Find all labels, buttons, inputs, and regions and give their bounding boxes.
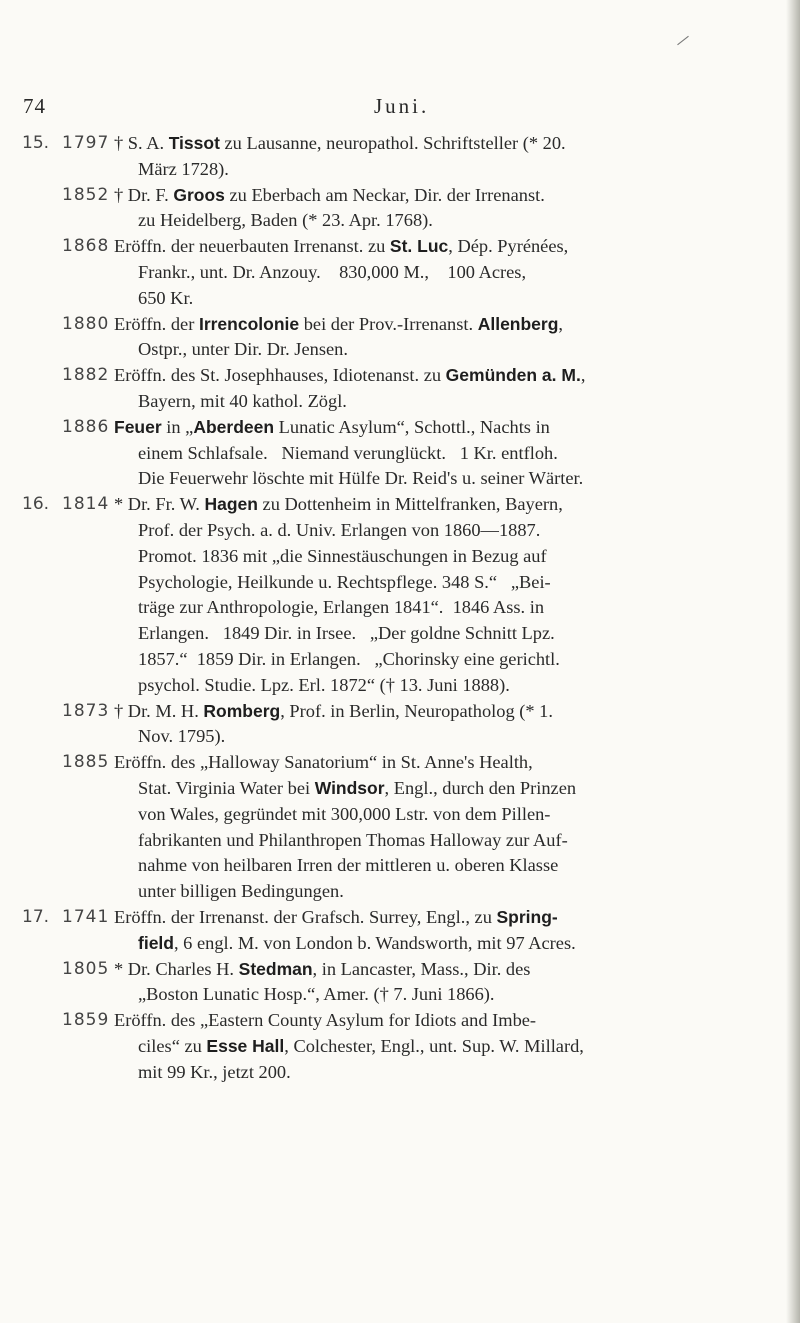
entry-day: 16. xyxy=(22,494,50,515)
entry-name-bold: Feuer xyxy=(114,416,162,437)
entry-continuation: zu Heidelberg, Baden (* 23. Apr. 1768). xyxy=(138,210,433,231)
entry-continuation: Nov. 1795). xyxy=(138,726,226,747)
entry-year: 1805 xyxy=(62,958,110,979)
entry-year: 1797 xyxy=(62,133,110,153)
entry-text-part: , Prof. in Berlin, Neuropatholog (* 1. xyxy=(280,700,553,721)
page-number: 74 xyxy=(23,94,46,118)
entry-year: 1814 xyxy=(62,494,110,515)
entry-text-part: * Dr. Charles H. xyxy=(114,958,239,979)
entry-name-bold: Tissot xyxy=(168,133,220,153)
entry-text-part: , Engl., durch den Prinzen xyxy=(384,777,577,798)
entry-name-bold: Hagen xyxy=(204,494,258,515)
entry-continuation: 650 Kr. xyxy=(138,287,194,308)
entry xyxy=(0,415,800,492)
entry-year: 1886 xyxy=(62,416,110,437)
entry-text xyxy=(114,492,770,698)
entry-continuation: mit 99 Kr., jetzt 200. xyxy=(138,1061,291,1082)
entry-name-bold: Aberdeen xyxy=(193,416,275,437)
entry-day: 15. xyxy=(22,133,50,153)
entry-continuation: Bayern, mit 40 kathol. Zögl. xyxy=(138,390,347,411)
entry-text-part: Eröffn. der neuerbauten Irrenanst. zu xyxy=(114,236,390,257)
entry-text-part: Stat. Virginia Water bei xyxy=(138,777,315,798)
entry-continuation: einem Schlafsale. Niemand verunglückt. 1 Kr. entfloh. xyxy=(138,442,558,463)
entry-name-bold: St. Luc xyxy=(389,236,449,257)
entry-name-bold: Allenberg xyxy=(477,313,559,334)
entry-text xyxy=(114,312,770,364)
entry-text xyxy=(114,183,770,235)
running-title: Juni. xyxy=(374,94,430,118)
entry-continuation: nahme von heilbaren Irren der mittleren u. oberen Klasse xyxy=(138,855,559,876)
entry xyxy=(0,312,800,364)
pencil-mark xyxy=(677,36,689,45)
entry-continuation: träge zur Anthropologie, Erlangen 1841“. 1846 Ass. in xyxy=(138,597,545,618)
entry-text-part: , 6 engl. M. von London b. Wandsworth, mit 97 Acres. xyxy=(173,932,576,953)
entry xyxy=(0,1008,800,1085)
entry-text-part: † Dr. M. H. xyxy=(114,700,204,721)
entry-text-part: , xyxy=(558,313,564,334)
entry-text xyxy=(114,131,770,183)
entry-text xyxy=(114,234,770,311)
entry-continuation xyxy=(114,931,770,957)
entry-continuation: Erlangen. 1849 Dir. in Irsee. „Der goldne Schnitt Lpz. xyxy=(138,623,555,644)
entry-year: 1873 xyxy=(62,700,110,721)
entry-continuation: Frankr., unt. Dr. Anzouy. 830,000 M., 100 Acres, xyxy=(138,261,527,282)
entry-name-bold: Spring- xyxy=(496,906,558,927)
entry-text-part: , Dép. Pyrénées, xyxy=(448,236,569,257)
entry-name-bold: Groos xyxy=(173,184,225,205)
entry-text-part: , in Lancaster, Mass., Dir. des xyxy=(312,958,531,979)
entry-text-part: Eröffn. der xyxy=(114,313,199,334)
entry xyxy=(0,905,800,957)
entry-continuation: psychol. Studie. Lpz. Erl. 1872“ († 13. Juni 1888). xyxy=(138,674,510,695)
entry-text-part: † S. A. xyxy=(114,133,169,153)
entry-text xyxy=(114,750,770,905)
entry-year: 1868 xyxy=(62,236,110,257)
entry-text-part: Eröffn. des „Halloway Sanatorium“ in St. Anne's Health, xyxy=(114,752,533,773)
entry xyxy=(0,183,800,235)
entry-text-part: zu Lausanne, neuropathol. Schriftsteller (* 20. xyxy=(219,133,566,153)
entry-year: 1880 xyxy=(62,313,110,334)
entry-text xyxy=(114,363,770,415)
entry-continuation xyxy=(114,776,770,802)
entry-text-part: † Dr. F. xyxy=(114,184,174,205)
entry-continuation: Prof. der Psych. a. d. Univ. Erlangen von 1860—1887. xyxy=(138,519,541,540)
entry-text xyxy=(114,699,770,751)
entry-continuation: „Boston Lunatic Hosp.“, Amer. († 7. Juni 1866). xyxy=(138,984,495,1005)
entry xyxy=(0,363,800,415)
entry-continuation: fabrikanten und Philanthropen Thomas Halloway zur Auf- xyxy=(138,829,568,850)
entry-continuation: 1857.“ 1859 Dir. in Erlangen. „Chorinsky eine gerichtl. xyxy=(138,648,560,669)
entry-year: 1859 xyxy=(62,1010,110,1031)
entry-name-bold: field xyxy=(138,932,174,953)
entry-text-part: * Dr. Fr. W. xyxy=(114,494,205,515)
entry-name-bold: Romberg xyxy=(203,700,281,721)
entry-continuation: Promot. 1836 mit „die Sinnestäuschungen in Bezug auf xyxy=(138,545,547,566)
entry-text-part: Eröffn. der Irrenanst. der Grafsch. Surrey, Engl., zu xyxy=(114,906,497,927)
entry xyxy=(0,492,800,698)
entry-year: 1852 xyxy=(62,184,110,205)
entry-text-part: zu Dottenheim in Mittelfranken, Bayern, xyxy=(257,494,563,515)
entry-continuation: Psychologie, Heilkunde u. Rechtspflege. 348 S.“ „Bei- xyxy=(138,571,551,592)
entry-text-part: Lunatic Asylum“, Schottl., Nachts in xyxy=(274,416,550,437)
entry-year: 1885 xyxy=(62,752,110,773)
chronicle-entries xyxy=(0,131,800,1085)
entry-continuation: von Wales, gegründet mit 300,000 Lstr. von dem Pillen- xyxy=(138,803,551,824)
entry-text-part: ciles“ zu xyxy=(138,1035,207,1056)
entry-day: 17. xyxy=(22,906,50,927)
entry-continuation xyxy=(114,1034,770,1060)
entry-name-bold: Stedman xyxy=(238,958,313,979)
entry-continuation: Die Feuerwehr löschte mit Hülfe Dr. Reid's u. seiner Wärter. xyxy=(138,468,584,489)
entry-name-bold: Esse Hall xyxy=(206,1035,285,1056)
entry-name-bold: Gemünden a. M. xyxy=(445,365,581,386)
entry-continuation: Ostpr., unter Dir. Dr. Jensen. xyxy=(138,339,348,360)
entry-text xyxy=(114,905,770,957)
entry xyxy=(0,750,800,905)
entry xyxy=(0,234,800,311)
entry-name-bold: Windsor xyxy=(314,777,385,798)
entry-year: 1741 xyxy=(62,906,110,927)
entry-text-part: zu Eberbach am Neckar, Dir. der Irrenanst. xyxy=(224,184,545,205)
entry-text xyxy=(114,1008,770,1085)
page-header xyxy=(0,94,800,124)
entry-name-bold: Irrencolonie xyxy=(198,313,300,334)
entry-text-part: , xyxy=(580,365,586,386)
entry-text-part: Eröffn. des „Eastern County Asylum for Idiots and Imbe- xyxy=(114,1010,537,1031)
entry-year: 1882 xyxy=(62,365,110,386)
entry xyxy=(0,131,800,183)
entry-text-part: Eröffn. des St. Josephhauses, Idiotenanst. zu xyxy=(114,365,446,386)
entry xyxy=(0,699,800,751)
entry-continuation: unter billigen Bedingungen. xyxy=(138,881,344,902)
entry-text-part: , Colchester, Engl., unt. Sup. W. Millard, xyxy=(284,1035,584,1056)
entry-text xyxy=(114,957,770,1009)
entry-text-part: in „ xyxy=(161,416,194,437)
entry-text xyxy=(114,415,770,492)
entry xyxy=(0,957,800,1009)
entry-continuation: März 1728). xyxy=(138,158,229,179)
entry-text-part: bei der Prov.-Irrenanst. xyxy=(299,313,478,334)
